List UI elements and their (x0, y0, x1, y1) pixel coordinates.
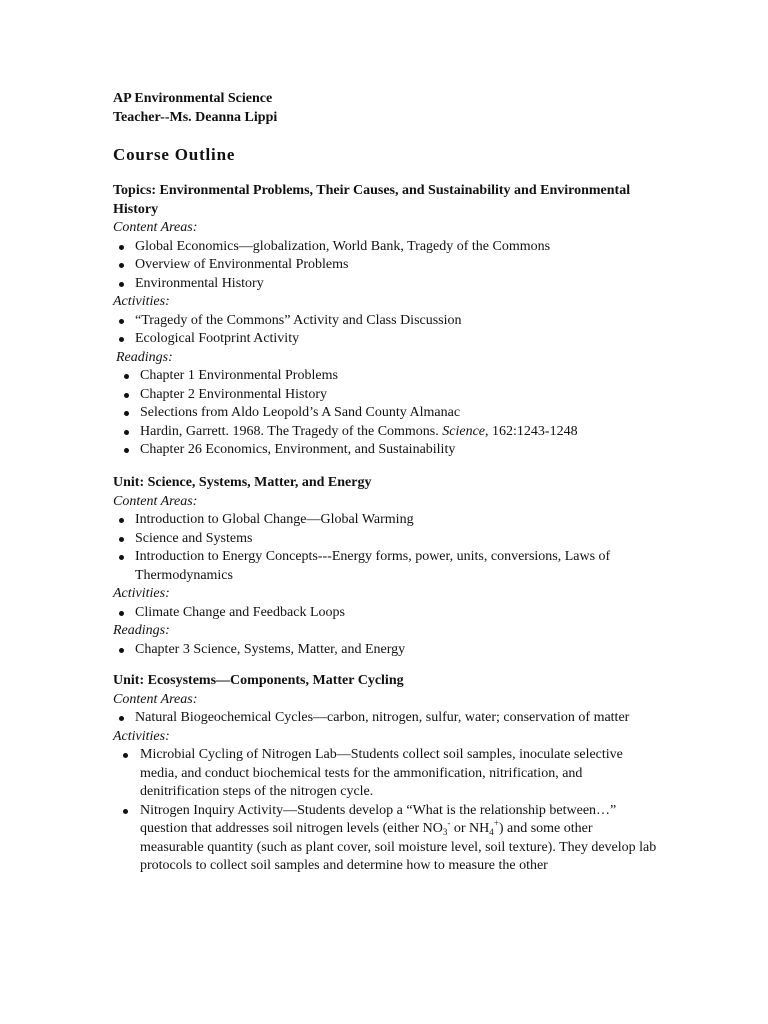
section-environmental-problems (113, 182, 658, 460)
content-areas-label: Content Areas: (113, 493, 198, 509)
list-item: Global Economics—globalization, World Bank, Tragedy of the Commons (113, 238, 658, 257)
readings-list (113, 641, 658, 660)
list-item: Chapter 1 Environmental Problems (113, 367, 658, 386)
list-item: Natural Biogeochemical Cycles—carbon, nitrogen, sulfur, water; conservation of matter (113, 709, 658, 728)
list-item: Selections from Aldo Leopold’s A Sand County Almanac (113, 404, 658, 423)
section-title: Unit: Science, Systems, Matter, and Energy (113, 475, 372, 490)
activity-text: ) and some other measurable quantity (such as plant cover, soil moisture level, soil texture). They develop lab protocols to collect soil samples and determine how to measure the other (140, 821, 657, 873)
subscript: 4 (489, 827, 494, 837)
document-header (113, 90, 277, 127)
list-item: Chapter 2 Environmental History (113, 386, 658, 405)
readings-list (113, 367, 658, 460)
list-item: Overview of Environmental Problems (113, 256, 658, 275)
list-item: Introduction to Energy Concepts---Energy forms, power, units, conversions, Laws of Thermodynamics (113, 548, 658, 585)
citation-pages: , 162:1243-1248 (485, 423, 578, 439)
activities-list (113, 746, 658, 876)
activity-text: Nitrogen Inquiry Activity—Students develop a “What is the relationship between…” question that addresses soil nitrogen levels (either NO (140, 802, 617, 836)
citation-text: Hardin, Garrett. 1968. The Tragedy of the Commons. (140, 423, 443, 439)
list-item: Science and Systems (113, 530, 658, 549)
section-science-systems (113, 474, 658, 659)
content-areas-list (113, 709, 658, 728)
content-areas-label: Content Areas: (113, 220, 198, 235)
course-outline-title: Course Outline (113, 145, 236, 164)
list-item: “Tragedy of the Commons” Activity and Class Discussion (113, 312, 658, 331)
content-areas-list (113, 238, 658, 294)
activity-text: or NH (450, 821, 490, 836)
list-item: Climate Change and Feedback Loops (113, 604, 658, 623)
list-item: Chapter 26 Economics, Environment, and Sustainability (113, 441, 658, 460)
list-item-nitrogen-inquiry (113, 802, 658, 876)
content-areas-list (113, 511, 658, 585)
section-ecosystems (113, 672, 658, 876)
activities-list (113, 604, 658, 623)
activities-label: Activities: (113, 586, 170, 601)
journal-name: Science (442, 423, 486, 439)
course-name: AP Environmental Science (113, 91, 273, 106)
teacher-name: Teacher--Ms. Deanna Lippi (113, 109, 278, 125)
list-item: Ecological Footprint Activity (113, 330, 658, 349)
readings-label: Readings: (116, 349, 173, 365)
section-title: Unit: Ecosystems—Components, Matter Cycling (113, 673, 404, 688)
list-item: Microbial Cycling of Nitrogen Lab—Students collect soil samples, inoculate selective media, and conduct biochemical tests for the ammonification, nitrification, and denitrification steps of the nitrogen cycle. (113, 746, 658, 802)
readings-label: Readings: (113, 623, 170, 638)
list-item: Introduction to Global Change—Global Warming (113, 511, 658, 530)
superscript: - (447, 818, 451, 828)
activities-label: Activities: (113, 294, 170, 309)
list-item: Chapter 3 Science, Systems, Matter, and Energy (113, 641, 658, 660)
list-item-citation (113, 423, 658, 442)
content-areas-label: Content Areas: (113, 691, 198, 707)
section-title: Topics: Environmental Problems, Their Causes, and Sustainability and Environmental History (113, 183, 631, 217)
activities-label: Activities: (113, 728, 170, 744)
subscript: 3 (442, 827, 448, 837)
activities-list (113, 312, 658, 349)
superscript: + (493, 818, 499, 828)
list-item: Environmental History (113, 275, 658, 294)
